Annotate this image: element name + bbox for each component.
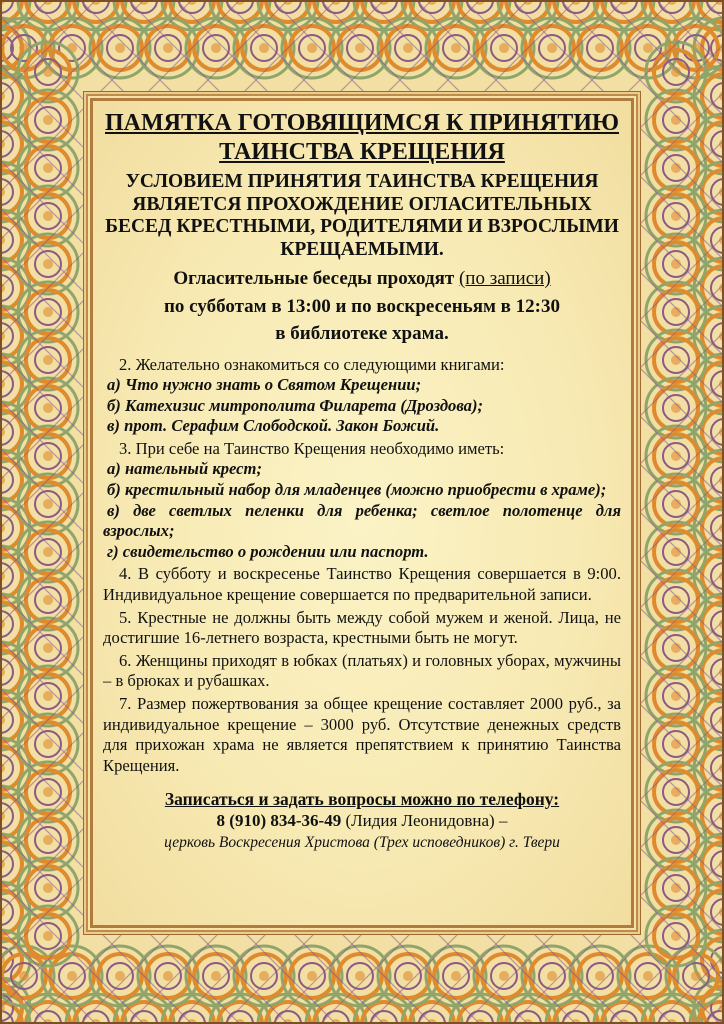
condition-line: ЯВЛЯЕТСЯ ПРОХОЖДЕНИЕ ОГЛАСИТЕЛЬНЫХ [132,193,592,215]
condition-line: КРЕЩАЕМЫМИ. [280,238,444,260]
item-5: 5. Крестные не должны быть между собой мужем и женой. Лица, не достигшие 16-летнего возраста, крестными быть не могут. [103,607,621,648]
condition-block [103,171,621,261]
schedule-note: (по записи) [458,268,551,289]
item-3d: г) свидетельство о рождении или паспорт. [107,541,429,561]
item-3c: в) две светлых пеленки для ребенка; светлое полотенце для взрослых; [103,500,621,541]
contact-person: (Лидия Леонидовна) – [345,811,508,831]
item-2: 2. Желательно ознакомиться со следующими книгами: [119,354,505,374]
contact-phone[interactable]: 8 (910) 834-36-49 [216,811,342,831]
memo-title-line-2: ТАИНСТВА КРЕЩЕНИЯ [219,139,505,165]
memo-items [103,355,621,777]
item-3: 3. При себе на Таинство Крещения необходимо иметь: [119,438,505,458]
item-4: 4. В субботу и воскресенье Таинство Крещения совершается в 9:00. Индивидуальное крещение совершается по предварительной записи. [103,564,621,605]
item-2c: в) прот. Серафим Слободской. Закон Божий. [107,416,440,436]
schedule-block [103,265,621,348]
item-6: 6. Женщины приходят в юбках (платьях) и головных уборах, мужчины – в брюках и рубашках. [103,650,621,691]
schedule-times: по субботам в 13:00 и по воскресеньям в 12:30 [163,295,560,317]
contact-phone-line [103,810,621,832]
memo-title-line-1: ПАМЯТКА ГОТОВЯЩИМСЯ К ПРИНЯТИЮ [104,110,619,136]
contact-church: церковь Воскресения Христова (Трех исповедников) г. Твери [164,834,560,852]
contact-block [103,788,621,853]
schedule-intro: Огласительные беседы проходят [173,268,455,289]
condition-line: БЕСЕД КРЕСТНЫМИ, РОДИТЕЛЯМИ И ВЗРОСЛЫМИ [105,216,619,237]
schedule-intro-line [103,265,621,293]
condition-line: УСЛОВИЕМ ПРИНЯТИЯ ТАИНСТВА КРЕЩЕНИЯ [125,171,599,192]
memo-panel [90,98,634,928]
contact-ask: Записаться и задать вопросы можно по телефону: [164,789,560,810]
item-2b: б) Катехизис митрополита Филарета (Дроздова); [107,395,484,415]
memo-heading [103,109,621,167]
item-3b: б) крестильный набор для младенцев (можно приобрести в храме); [107,480,607,500]
schedule-place: в библиотеке храма. [275,323,449,344]
item-3a: а) нательный крест; [107,459,262,479]
item-7: 7. Размер пожертвования за общее крещение составляет 2000 руб., за индивидуальное крещение – 3000 руб. Отсутствие денежных средств для прихожан храма не является препятствием к принятию Таинства Крещения. [103,694,621,775]
item-2a: а) Что нужно знать о Святом Крещении; [107,375,422,395]
